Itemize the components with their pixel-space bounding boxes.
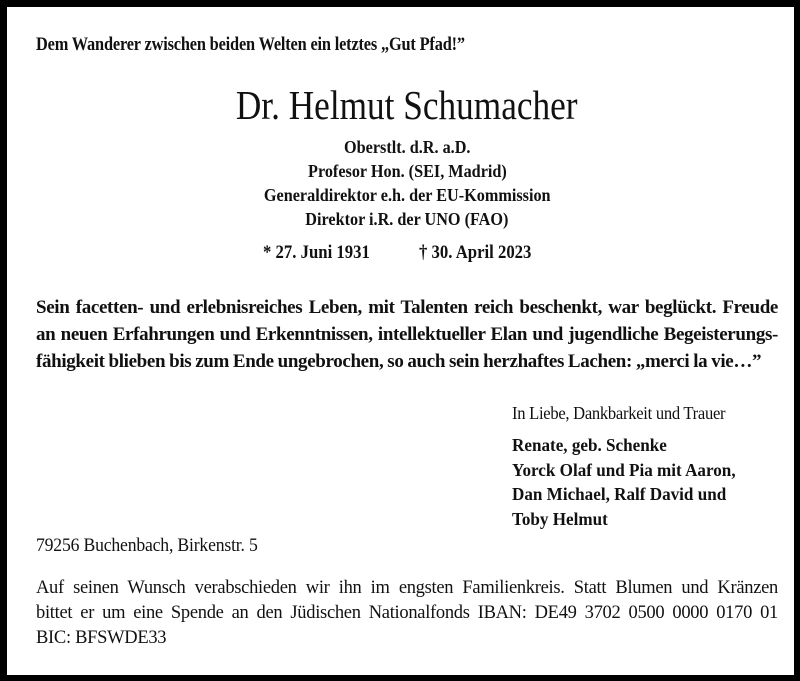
closing-phrase <box>512 403 744 424</box>
death-date-text: † 30. April 2023 <box>419 242 532 263</box>
title-text: Generaldirektor e.h. der EU-Kommission <box>263 185 551 205</box>
mourner-text: Renate, geb. Schenke <box>512 435 667 455</box>
title-text: Oberstlt. d.R. a.D. <box>343 137 471 157</box>
title-text: Direktor i.R. der UNO (FAO) <box>305 209 509 229</box>
birth-date <box>263 242 384 264</box>
family-address-text: 79256 Buchenbach, Birkenstr. 5 <box>36 535 258 556</box>
mourner-text: Dan Michael, Ralf David und <box>512 484 727 504</box>
death-date <box>419 242 547 264</box>
notice-line: Auf seinen Wunsch verabschieden wir ihn im engsten Familienkreis. Statt Blumen und Kränzen <box>36 578 778 598</box>
donation-notice <box>36 576 778 651</box>
motto-text: Dem Wanderer zwischen beiden Welten ein letztes „Gut Pfad!” <box>36 34 465 55</box>
deceased-name-text: Dr. Helmut Schumacher <box>236 82 578 128</box>
title-line <box>7 135 800 159</box>
mourner-line <box>512 507 747 532</box>
mourners-list <box>512 433 747 531</box>
mourner-text: Toby Helmut <box>512 508 608 529</box>
biography-line: Sein facetten- und erlebnisreiches Leben, mit Talenten reich beschenkt, war beglückt. Freude <box>36 297 778 318</box>
biography-paragraph <box>36 294 778 375</box>
mourner-line <box>512 458 747 483</box>
biography-line: an neuen Erfahrungen und Erkenntnissen, intellektueller Elan und jugendliche Begeisterungs- <box>36 324 778 345</box>
title-line <box>7 207 800 231</box>
biography-line: fähigkeit blieben bis zum Ende ungebrochen, so auch sein herzhaftes Lachen: „merci la vie…” <box>36 351 762 372</box>
closing-phrase-text: In Liebe, Dankbarkeit und Trauer <box>512 403 726 423</box>
title-text: Profesor Hon. (SEI, Madrid) <box>307 161 507 181</box>
title-line <box>7 183 800 207</box>
family-address <box>36 535 274 557</box>
mourner-text: Yorck Olaf und Pia mit Aaron, <box>512 459 736 480</box>
notice-line: BIC: BFSWDE33 <box>36 628 167 648</box>
birth-date-text: * 27. Juni 1931 <box>263 242 370 263</box>
honorific-titles <box>7 135 800 231</box>
title-line <box>7 159 800 183</box>
notice-line: bittet er um eine Spende an den Jüdischen Nationalfonds IBAN: DE49 3702 0500 0000 0170 01 <box>36 603 778 623</box>
mourner-line <box>512 482 747 507</box>
mourner-line <box>512 433 747 458</box>
motto <box>36 34 535 56</box>
deceased-name <box>7 81 800 129</box>
